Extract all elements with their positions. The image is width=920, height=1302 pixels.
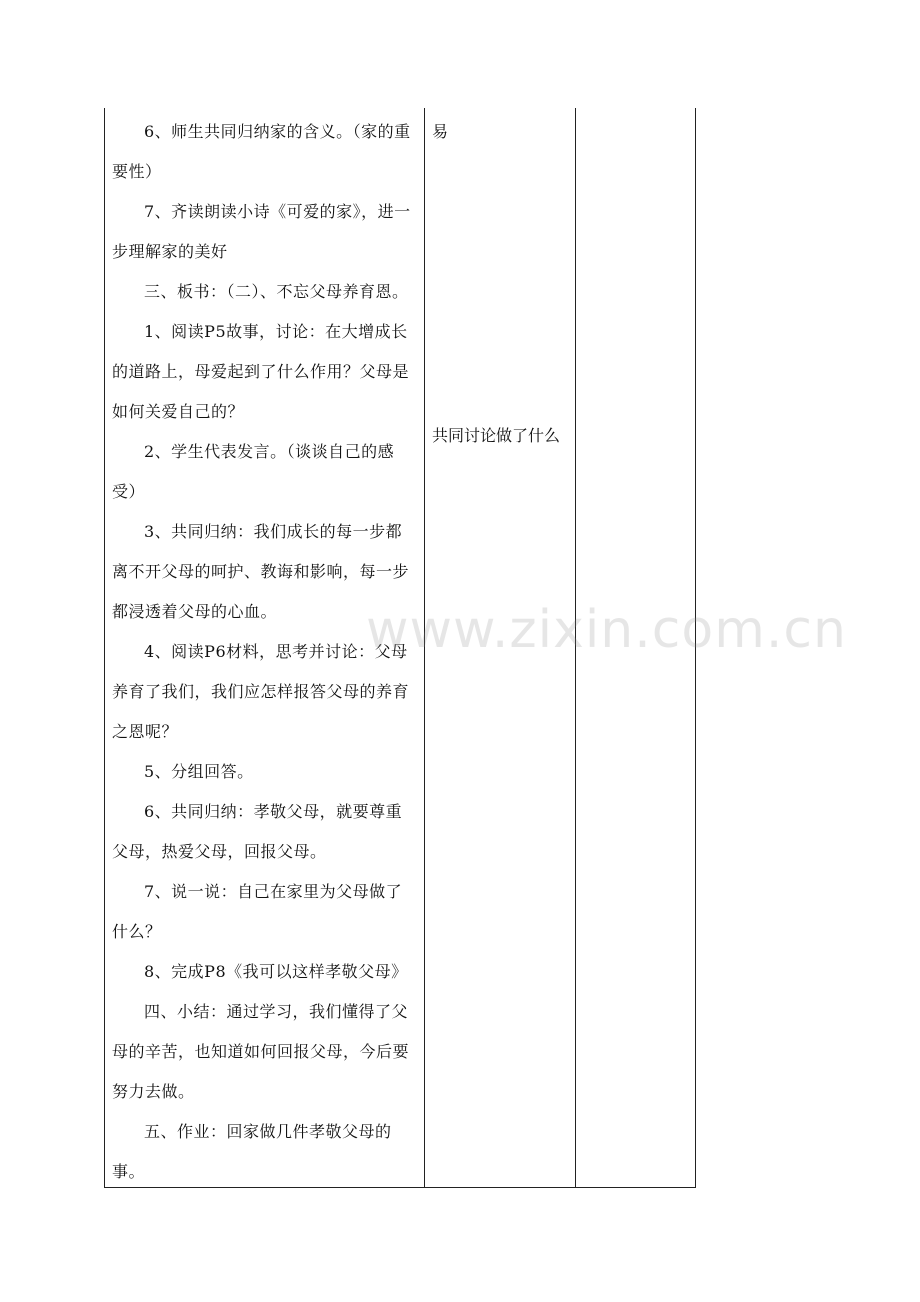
paragraph: 五、作业：回家做几件孝敬父母的事。 (112, 1122, 392, 1181)
paragraph: 四、小结：通过学习，我们懂得了父母的辛苦，也知道如何回报父母，今后要努力去做。 (112, 1002, 410, 1101)
student-activity-mid: 共同讨论做了什么 (432, 426, 561, 445)
paragraph: 6、师生共同归纳家的含义。（家的重要性） (112, 122, 411, 181)
paragraph: 5、分组回答。 (144, 762, 254, 781)
student-activity-top: 易 (432, 122, 449, 141)
paragraph: 7、齐读朗读小诗《可爱的家》，进一步理解家的美好 (112, 202, 411, 261)
paragraph: 3、共同归纳：我们成长的每一步都离不开父母的呵护、教诲和影响，每一步都浸透着父母的心血。 (112, 522, 410, 621)
table-border-left (104, 108, 105, 1188)
watermark: www.zixin.com.cn (366, 600, 847, 660)
teaching-process-column (112, 112, 418, 1192)
paragraph: 6、共同归纳：孝敬父母，就要尊重父母，热爱父母，回报父母。 (112, 802, 403, 861)
paragraph: 2、学生代表发言。（谈谈自己的感受） (112, 442, 395, 501)
paragraph: 7、说一说：自己在家里为父母做了什么？ (112, 882, 403, 941)
table-border-right (695, 108, 696, 1188)
paragraph: 4、阅读P6材料，思考并讨论：父母养育了我们，我们应怎样报答父母的养育之恩呢？ (112, 642, 410, 741)
paragraph: 1、阅读P5故事，讨论：在大增成长的道路上，母爱起到了什么作用？父母是如何关爱自己的？ (112, 322, 410, 421)
table-divider-1 (424, 108, 425, 1188)
paragraph: 三、板书：（二）、不忘父母养育恩。 (144, 282, 409, 301)
paragraph: 8、完成P8《我可以这样孝敬父母》 (144, 962, 408, 981)
table-divider-2 (575, 108, 576, 1188)
